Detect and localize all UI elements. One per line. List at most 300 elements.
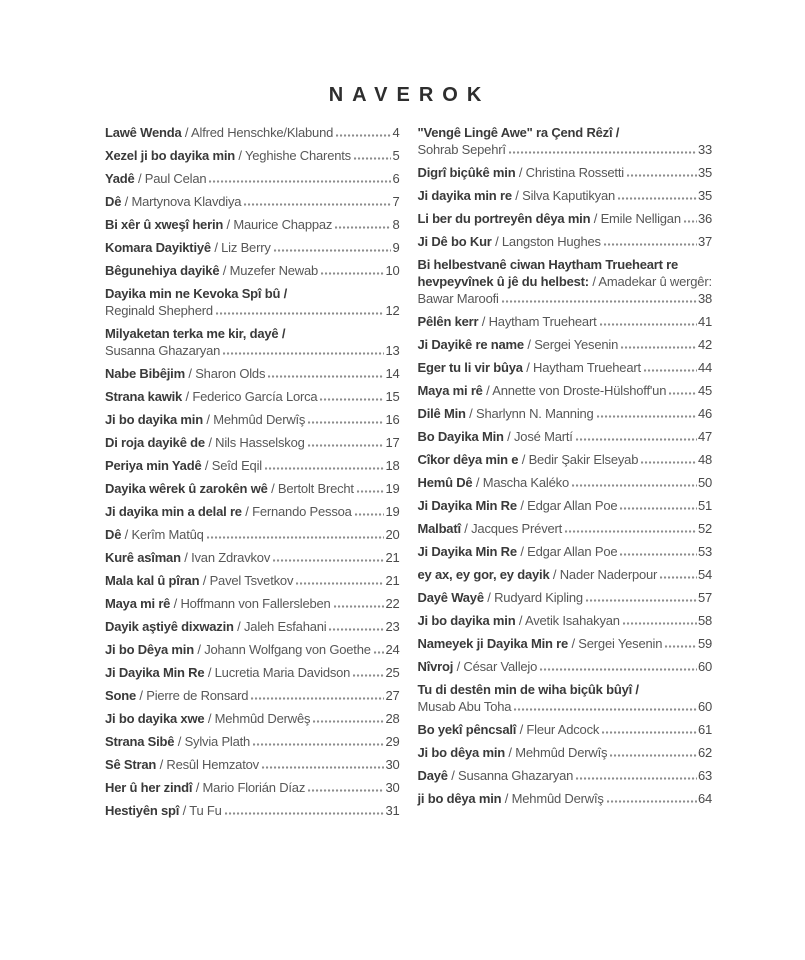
entry-title: "Vengê Lingê Awe" ra Çend Rêzî / <box>417 125 620 140</box>
entry-author: / Amadekar û wergêr: <box>588 274 712 289</box>
entry-title: Maya mi rê <box>105 596 171 611</box>
dot-leader <box>618 197 697 200</box>
entry-author: / Martynova Klavdiya <box>121 194 242 209</box>
page-number: 63 <box>697 768 712 783</box>
dot-leader <box>576 438 697 441</box>
toc-entry-line <box>418 681 713 698</box>
toc-entry <box>105 216 400 233</box>
toc-entry <box>418 612 713 629</box>
entry-author: Susanna Ghazaryan <box>105 343 221 358</box>
toc-entry-line <box>105 147 400 164</box>
entry-author: / Yeghishe Charents <box>234 148 351 163</box>
toc-entry-line <box>105 641 400 658</box>
page-number: 15 <box>385 389 400 404</box>
entry-text <box>418 125 620 140</box>
toc-entry-line <box>418 451 713 468</box>
page-number: 64 <box>697 791 712 806</box>
toc-entry <box>418 405 713 422</box>
toc-entry-line <box>418 474 713 491</box>
page-title: NAVEROK <box>328 84 491 106</box>
toc-entry <box>105 388 400 405</box>
entry-text <box>105 124 333 141</box>
toc-entry <box>418 474 713 491</box>
entry-author: / Johann Wolfgang von Goethe <box>193 642 371 657</box>
toc-entry-line <box>418 313 713 330</box>
entry-text <box>418 497 618 514</box>
entry-text <box>418 405 594 422</box>
toc-entry <box>418 313 713 330</box>
dot-leader <box>514 708 697 711</box>
entry-text <box>105 147 351 164</box>
toc-entry-line <box>418 210 713 227</box>
dot-leader <box>597 415 697 418</box>
toc-entry <box>105 710 400 727</box>
entry-title: Digrî biçûkê min <box>417 165 516 180</box>
page-number: 44 <box>697 360 712 375</box>
entry-text <box>105 411 305 428</box>
dot-leader <box>627 174 697 177</box>
entry-title: Malbatî <box>417 521 461 536</box>
dot-leader <box>321 272 384 275</box>
page-number: 19 <box>385 504 400 519</box>
entry-author: Reginald Shepherd <box>105 303 213 318</box>
dot-leader <box>296 582 384 585</box>
entry-author: / Sharon Olds <box>184 366 266 381</box>
entry-text <box>105 170 206 187</box>
entry-text <box>418 790 604 807</box>
toc-columns <box>0 124 805 825</box>
entry-text <box>418 612 620 629</box>
toc-entry-line <box>418 290 713 307</box>
entry-author: / Lucretia Maria Davidson <box>204 665 351 680</box>
entry-text <box>105 239 271 256</box>
entry-title: Yadê <box>105 171 135 186</box>
toc-entry-line <box>418 359 713 376</box>
entry-text <box>418 313 597 330</box>
dot-leader <box>320 398 384 401</box>
page-number: 21 <box>385 550 400 565</box>
toc-entry-line <box>105 457 400 474</box>
entry-title: Hestiyên spî <box>105 803 180 818</box>
entry-text <box>418 744 608 761</box>
entry-author: / Mehmûd Derwêş <box>204 711 311 726</box>
toc-entry-line <box>418 635 713 652</box>
page-number: 38 <box>697 291 712 306</box>
page-number: 42 <box>697 337 712 352</box>
entry-author: / Mehmûd Derwîş <box>505 745 608 760</box>
toc-entry <box>418 566 713 583</box>
toc-entry-line <box>418 520 713 537</box>
toc-entry <box>105 641 400 658</box>
entry-text <box>418 233 601 250</box>
entry-title: Hemû Dê <box>417 475 473 490</box>
toc-entry-line <box>418 566 713 583</box>
toc-entry <box>418 210 713 227</box>
toc-entry <box>105 411 400 428</box>
dot-leader <box>209 180 391 183</box>
page-number: 17 <box>385 435 400 450</box>
entry-title: ji bo dêya min <box>417 791 502 806</box>
entry-author: / Paul Celan <box>134 171 207 186</box>
toc-entry-line <box>105 572 400 589</box>
entry-text <box>418 451 639 468</box>
entry-title: Nîvroj <box>417 659 454 674</box>
entry-title: Nameyek ji Dayika Min re <box>417 636 569 651</box>
entry-title: Ji dayika min a delal re <box>105 504 242 519</box>
entry-text <box>105 302 213 319</box>
toc-entry <box>418 233 713 250</box>
entry-text <box>105 687 248 704</box>
entry-author: / Sergei Yesenin <box>568 636 663 651</box>
dot-leader <box>308 444 385 447</box>
page-number: 30 <box>385 757 400 772</box>
toc-column-left <box>105 124 400 825</box>
toc-entry <box>105 595 400 612</box>
dot-leader <box>600 323 697 326</box>
entry-text <box>418 164 624 181</box>
entry-title: Bi helbestvanê ciwan Haytham Trueheart re <box>417 257 679 272</box>
entry-author: / Pierre de Ronsard <box>135 688 249 703</box>
entry-author: / Sharlynn N. Manning <box>465 406 594 421</box>
toc-entry-line <box>418 497 713 514</box>
entry-text <box>418 336 619 353</box>
entry-author: / Bedir Şakir Elseyab <box>518 452 639 467</box>
dot-leader <box>216 312 385 315</box>
entry-text <box>105 618 326 635</box>
entry-title: Dayik aştiyê dixwazin <box>105 619 234 634</box>
toc-entry <box>418 767 713 784</box>
entry-text <box>418 589 583 606</box>
dot-leader <box>604 243 697 246</box>
dot-leader <box>502 300 697 303</box>
toc-entry <box>105 480 400 497</box>
entry-text <box>105 733 250 750</box>
entry-author: / Jaleh Esfahani <box>233 619 327 634</box>
entry-text <box>105 710 310 727</box>
dot-leader <box>684 220 697 223</box>
toc-entry-line <box>105 710 400 727</box>
entry-text <box>418 658 538 675</box>
entry-text <box>105 756 259 773</box>
toc-entry <box>105 526 400 543</box>
toc-entry-line <box>418 543 713 560</box>
entry-title: Milyaketan terka me kir, dayê / <box>105 326 286 341</box>
entry-author: / Pavel Tsvetkov <box>199 573 294 588</box>
page-number: 12 <box>385 303 400 318</box>
entry-title: Xezel ji bo dayika min <box>105 148 235 163</box>
toc-entry-line <box>105 434 400 451</box>
toc-entry-line <box>105 756 400 773</box>
dot-leader <box>308 421 384 424</box>
toc-entry-line <box>105 664 400 681</box>
toc-entry <box>418 721 713 738</box>
dot-leader <box>313 720 384 723</box>
entry-author: / Mehmûd Derwîş <box>501 791 604 806</box>
entry-author: / Avetik Isahakyan <box>515 613 620 628</box>
page-number: 4 <box>392 125 400 140</box>
entry-title: Cîkor dêya min e <box>417 452 519 467</box>
dot-leader <box>273 559 384 562</box>
entry-author: / Christina Rossetti <box>515 165 624 180</box>
entry-text <box>418 274 712 289</box>
page-number: 27 <box>385 688 400 703</box>
dot-leader <box>355 513 385 516</box>
entry-title: Dê <box>105 527 122 542</box>
toc-entry <box>105 285 400 319</box>
entry-title: Lawê Wenda <box>105 125 182 140</box>
entry-text <box>418 382 667 399</box>
page-number: 29 <box>385 734 400 749</box>
toc-entry <box>105 779 400 796</box>
entry-author: / Sergei Yesenin <box>523 337 619 352</box>
toc-entry <box>418 124 713 158</box>
entry-text <box>418 520 563 537</box>
entry-text <box>418 682 639 697</box>
dot-leader <box>509 151 697 154</box>
dot-leader <box>572 484 697 487</box>
page-number: 20 <box>385 527 400 542</box>
page-number: 45 <box>697 383 712 398</box>
entry-author: / Hoffmann von Fallersleben <box>170 596 331 611</box>
toc-entry <box>105 457 400 474</box>
entry-text <box>418 257 679 272</box>
entry-author: / Haytham Trueheart <box>522 360 641 375</box>
page-number: 61 <box>697 722 712 737</box>
page-number: 57 <box>697 590 712 605</box>
entry-author: / Emile Nelligan <box>590 211 681 226</box>
entry-text <box>418 210 681 227</box>
entry-title: Strana kawik <box>105 389 183 404</box>
entry-title: Her û her zindî <box>105 780 193 795</box>
entry-author: / Langston Hughes <box>491 234 601 249</box>
entry-title: Ji Dayika Min Re <box>417 544 517 559</box>
toc-entry-line <box>418 233 713 250</box>
toc-entry-line <box>105 526 400 543</box>
page-number: 47 <box>697 429 712 444</box>
entry-text <box>418 767 574 784</box>
toc-entry-line <box>418 336 713 353</box>
dot-leader <box>262 766 384 769</box>
toc-entry <box>418 451 713 468</box>
dot-leader <box>621 346 697 349</box>
page-number: 59 <box>697 636 712 651</box>
entry-text <box>105 641 371 658</box>
dot-leader <box>620 553 697 556</box>
toc-entry <box>418 744 713 761</box>
entry-title: Ji bo dayika min <box>417 613 516 628</box>
toc-entry-line <box>105 124 400 141</box>
entry-author: / Rudyard Kipling <box>483 590 583 605</box>
toc-entry <box>418 681 713 715</box>
entry-title: Ji bo dayika xwe <box>105 711 205 726</box>
toc-entry <box>105 124 400 141</box>
toc-entry-line <box>105 239 400 256</box>
toc-entry <box>418 790 713 807</box>
page-number: 62 <box>697 745 712 760</box>
entry-text <box>418 566 658 583</box>
entry-title: Mala kal û pîran <box>105 573 200 588</box>
page-number: 16 <box>385 412 400 427</box>
page-number: 31 <box>385 803 400 818</box>
dot-leader <box>251 697 384 700</box>
toc-entry-line <box>105 411 400 428</box>
page-number: 60 <box>697 659 712 674</box>
entry-title: Ji bo dayika min <box>105 412 203 427</box>
entry-title: hevpeyvînek û jê du helbest: <box>417 274 589 289</box>
page-number: 33 <box>697 142 712 157</box>
dot-leader <box>225 812 385 815</box>
entry-title: Pêlên kerr <box>417 314 479 329</box>
dot-leader <box>665 645 697 648</box>
toc-entry <box>105 170 400 187</box>
dot-leader <box>374 651 385 654</box>
entry-author: / Nils Hasselskog <box>204 435 305 450</box>
toc-entry-line <box>418 790 713 807</box>
toc-entry <box>105 325 400 359</box>
entry-text <box>105 779 305 796</box>
entry-author: / Muzefer Newab <box>219 263 319 278</box>
entry-title: Ji dayika min re <box>417 188 512 203</box>
toc-entry <box>418 543 713 560</box>
entry-title: Ji bo dêya min <box>417 745 506 760</box>
toc-entry-line <box>105 595 400 612</box>
entry-text <box>105 664 350 681</box>
page-number: 24 <box>385 642 400 657</box>
entry-text <box>105 526 204 543</box>
toc-entry-line <box>418 589 713 606</box>
toc-entry <box>418 658 713 675</box>
dot-leader <box>308 789 384 792</box>
toc-entry <box>105 549 400 566</box>
entry-title: Ji Dayika Min Re <box>105 665 205 680</box>
entry-title: Dê <box>105 194 122 209</box>
entry-author: / Annette von Droste-Hülshoff'un <box>482 383 667 398</box>
toc-entry-line <box>105 802 400 819</box>
entry-title: ey ax, ey gor, ey dayik <box>417 567 550 582</box>
dot-leader <box>357 490 385 493</box>
dot-leader <box>641 461 697 464</box>
toc-entry-line <box>418 124 713 141</box>
toc-entry-line <box>105 503 400 520</box>
entry-text <box>418 359 641 376</box>
entry-text <box>418 187 616 204</box>
page-number: 7 <box>392 194 400 209</box>
page-number: 13 <box>385 343 400 358</box>
toc-entry-line <box>105 193 400 210</box>
dot-leader <box>268 375 384 378</box>
entry-title: Bêgunehiya dayikê <box>105 263 220 278</box>
entry-author: / Mehmûd Derwîş <box>202 412 306 427</box>
dot-leader <box>207 536 385 539</box>
toc-entry <box>105 572 400 589</box>
entry-title: Dilê Min <box>417 406 466 421</box>
dot-leader <box>334 605 385 608</box>
entry-text <box>105 388 317 405</box>
toc-entry-line <box>105 216 400 233</box>
toc-entry <box>418 497 713 514</box>
entry-author: / Edgar Allan Poe <box>516 498 618 513</box>
entry-text <box>105 193 241 210</box>
page-number: 18 <box>385 458 400 473</box>
page-number: 36 <box>697 211 712 226</box>
page-number: 37 <box>697 234 712 249</box>
dot-leader <box>576 777 697 780</box>
dot-leader <box>353 674 384 677</box>
entry-text <box>105 434 305 451</box>
dot-leader <box>610 754 697 757</box>
entry-author: / Edgar Allan Poe <box>516 544 618 559</box>
entry-text <box>105 216 332 233</box>
toc-entry-line <box>418 612 713 629</box>
dot-leader <box>335 226 391 229</box>
toc-entry-line <box>105 388 400 405</box>
entry-author: / Silva Kaputikyan <box>511 188 616 203</box>
dot-leader <box>354 157 392 160</box>
entry-author: / Maurice Chappaz <box>223 217 333 232</box>
entry-title: Ji Dayikê re name <box>417 337 524 352</box>
entry-title: Bo Dayika Min <box>417 429 504 444</box>
entry-title: Bo yekî pêncsalî <box>417 722 517 737</box>
entry-author: Musab Abu Toha <box>417 699 512 714</box>
entry-author: / Nader Naderpour <box>549 567 658 582</box>
page-number: 35 <box>697 165 712 180</box>
dot-leader <box>586 599 697 602</box>
page-number: 22 <box>385 596 400 611</box>
dot-leader <box>565 530 697 533</box>
entry-author: / Ivan Zdravkov <box>180 550 271 565</box>
toc-entry-line <box>105 342 400 359</box>
entry-text <box>105 503 352 520</box>
dot-leader <box>265 467 384 470</box>
entry-author: / Liz Berry <box>210 240 271 255</box>
dot-leader <box>623 622 697 625</box>
toc-entry <box>418 589 713 606</box>
dot-leader <box>620 507 697 510</box>
toc-entry <box>418 428 713 445</box>
entry-author: / Haytham Trueheart <box>478 314 597 329</box>
entry-author: Bawar Maroofi <box>417 291 499 306</box>
entry-author: / Jacques Prévert <box>460 521 563 536</box>
toc-entry <box>105 503 400 520</box>
entry-author: / José Martí <box>503 429 573 444</box>
entry-text <box>105 549 270 566</box>
toc-entry <box>105 756 400 773</box>
entry-title: Li ber du portreyên dêya min <box>417 211 591 226</box>
entry-text <box>105 286 287 301</box>
dot-leader <box>644 369 697 372</box>
entry-author: / Mario Florián Díaz <box>192 780 306 795</box>
toc-entry-line <box>418 744 713 761</box>
toc-entry-line <box>418 698 713 715</box>
page-number: 53 <box>697 544 712 559</box>
dot-leader <box>607 800 697 803</box>
page-number: 19 <box>385 481 400 496</box>
page-number: 6 <box>392 171 400 186</box>
toc-entry <box>105 239 400 256</box>
toc-entry <box>105 262 400 279</box>
entry-title: Periya min Yadê <box>105 458 202 473</box>
entry-author: / Seîd Eqil <box>201 458 262 473</box>
entry-title: Bi xêr û xweşî herin <box>105 217 224 232</box>
entry-text <box>105 595 331 612</box>
page-number: 28 <box>385 711 400 726</box>
toc-entry-line <box>418 141 713 158</box>
page-number: 54 <box>697 567 712 582</box>
toc-entry <box>105 365 400 382</box>
toc-entry-line <box>418 767 713 784</box>
page-number: 10 <box>385 263 400 278</box>
entry-author: / Sylvia Plath <box>174 734 251 749</box>
